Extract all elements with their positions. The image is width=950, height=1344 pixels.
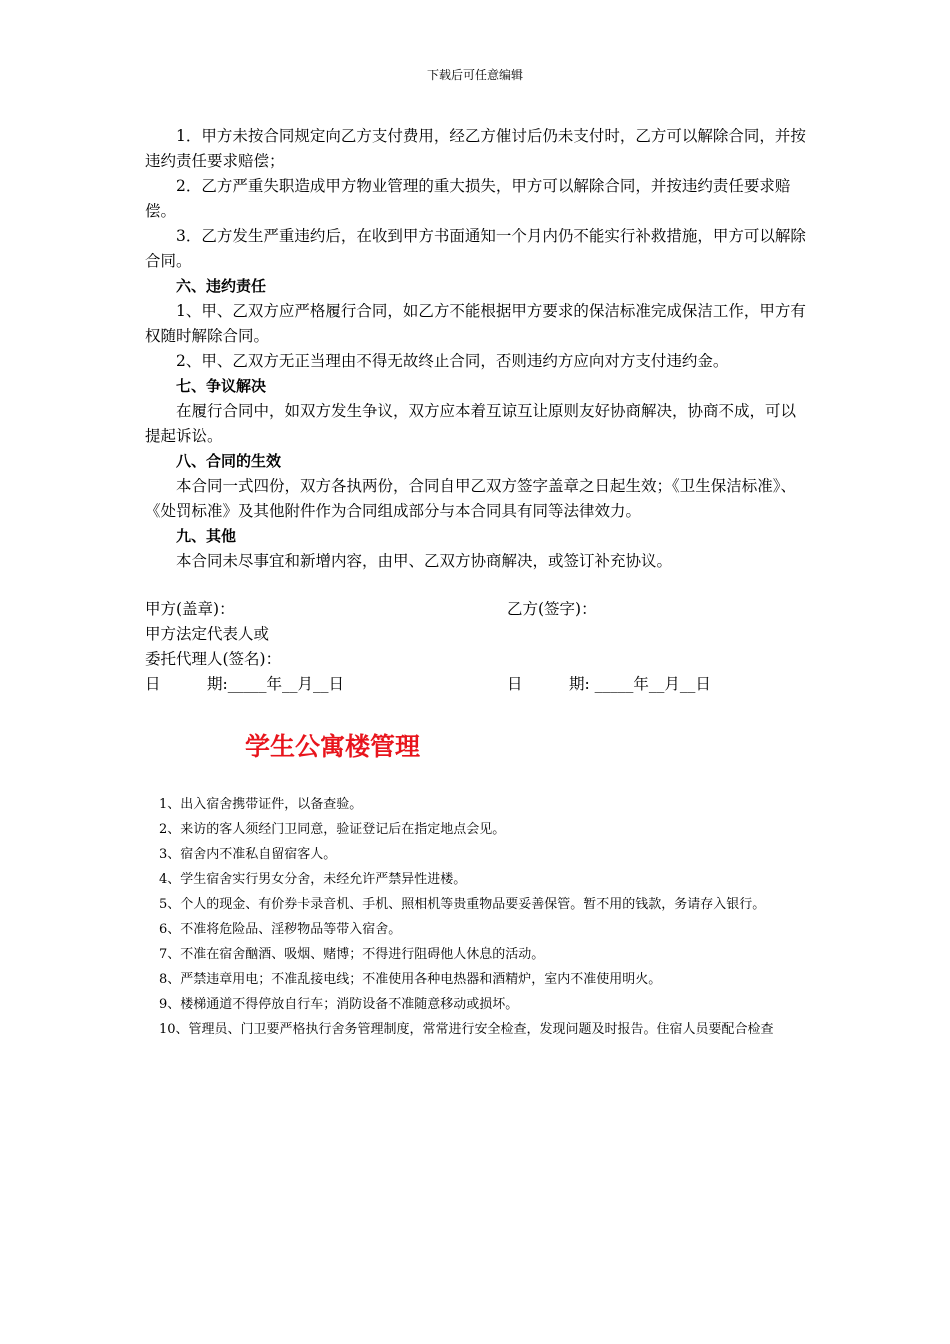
party-b-date-label: 日 期: _____年__月__日 <box>507 675 711 693</box>
party-a-date-label: 日 期:_____年__月__日 <box>145 675 344 693</box>
section-8-text: 本合同一式四份，双方各执两份，合同自甲乙双方签字盖章之日起生效；《卫生保洁标准》、《处罚标准》及其他附件作为合同组成部分与本合同具有同等法律效力。 <box>145 477 797 520</box>
rule-item: 1、出入宿舍携带证件，以备查验。 <box>159 797 363 812</box>
rule-item: 8、严禁违章用电；不准乱接电线；不准使用各种电热器和酒精炉，室内不准使用明火。 <box>159 972 662 987</box>
section-7-text: 在履行合同中，如双方发生争议，双方应本着互谅互让原则友好协商解决，协商不成，可以提起诉讼。 <box>145 402 797 445</box>
party-a-seal-label: 甲方(盖章)： <box>145 600 235 618</box>
termination-clause-1: 1．甲方未按合同规定向乙方支付费用，经乙方催讨后仍未支付时，乙方可以解除合同，并按违约责任要求赔偿； <box>145 127 806 170</box>
section-8-heading: 八、合同的生效 <box>176 452 282 470</box>
signature-block <box>145 597 810 697</box>
contract-body <box>145 124 810 574</box>
party-b-sign-label: 乙方(签字)： <box>507 600 597 618</box>
dorm-rules-list <box>145 792 810 1042</box>
rule-item: 3、宿舍内不准私自留宿客人。 <box>159 847 337 862</box>
rule-item: 2、来访的客人须经门卫同意，验证登记后在指定地点会见。 <box>159 822 506 837</box>
rule-item: 6、不准将危险品、淫秽物品等带入宿舍。 <box>159 922 402 937</box>
dorm-rules-title: 学生公寓楼管理 <box>245 732 421 761</box>
termination-clause-2: 2．乙方严重失职造成甲方物业管理的重大损失，甲方可以解除合同，并按违约责任要求赔偿。 <box>145 177 791 220</box>
section-7-heading: 七、争议解决 <box>176 377 267 395</box>
rule-item: 7、不准在宿舍酗酒、吸烟、赌博；不得进行阻碍他人休息的活动。 <box>159 947 545 962</box>
section-6-heading: 六、违约责任 <box>176 277 267 295</box>
rule-item: 10、管理员、门卫要严格执行舍务管理制度，常常进行安全检查，发现问题及时报告。住宿人员要配合检查 <box>159 1022 774 1037</box>
rule-item: 9、楼梯通道不得停放自行车；消防设备不准随意移动或损坏。 <box>159 997 519 1012</box>
section-6-clause-1: 1、甲、乙双方应严格履行合同，如乙方不能根据甲方要求的保洁标准完成保洁工作，甲方有权随时解除合同。 <box>145 302 806 345</box>
rule-item: 5、个人的现金、有价券卡录音机、手机、照相机等贵重物品要妥善保管。暂不用的钱款，务请存入银行。 <box>159 897 766 912</box>
section-9-heading: 九、其他 <box>176 527 237 545</box>
section-6-clause-2: 2、甲、乙双方无正当理由不得无故终止合同，否则违约方应向对方支付违约金。 <box>176 352 729 370</box>
section-9-text: 本合同未尽事宜和新增内容，由甲、乙双方协商解决，或签订补充协议。 <box>176 552 673 570</box>
rule-item: 4、学生宿舍实行男女分舍，未经允许严禁异性进楼。 <box>159 872 467 887</box>
party-a-rep-label-2: 委托代理人(签名)： <box>145 650 282 668</box>
termination-clause-3: 3．乙方发生严重违约后，在收到甲方书面通知一个月内仍不能实行补救措施，甲方可以解除合同。 <box>145 227 806 270</box>
page-header: 下载后可任意编辑 <box>426 68 523 82</box>
party-a-rep-label-1: 甲方法定代表人或 <box>145 625 270 643</box>
